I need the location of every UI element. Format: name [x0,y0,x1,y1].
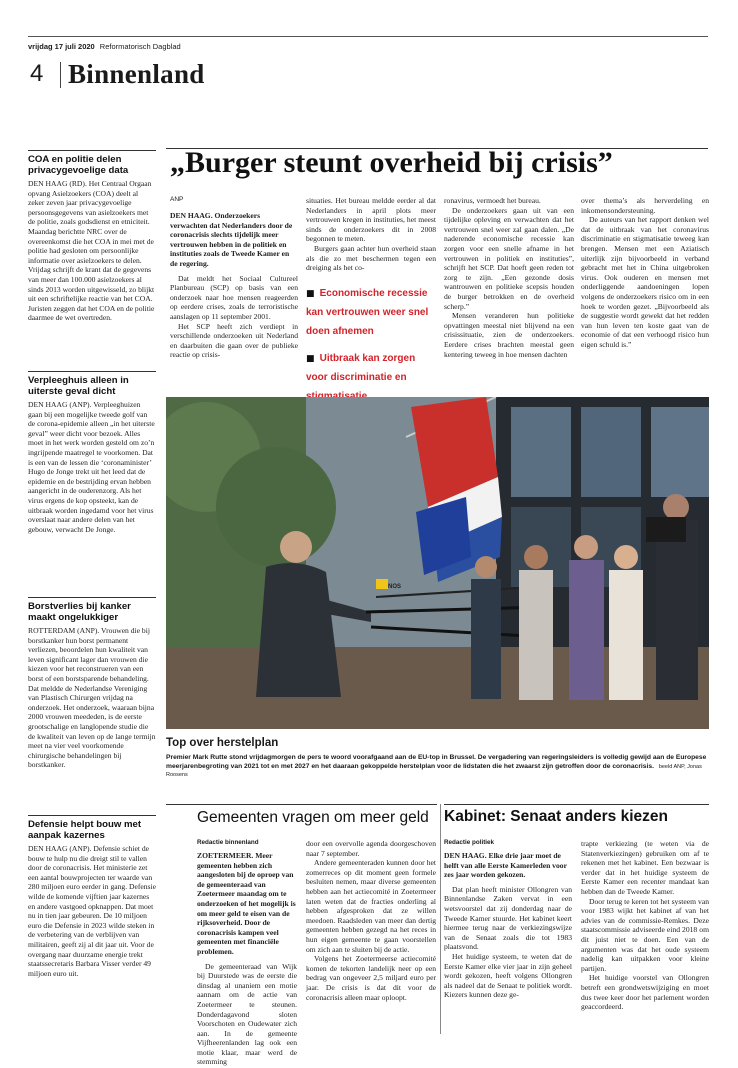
article-paragraph: Het huidige voorstel van Ollongren betreft een grondwetswijziging en moet dus twee keer door het parlement worden geaccordeerd. [581,973,709,1012]
article-paragraph: door een overvolle agenda doorgeschoven naar 7 september. [306,839,436,858]
article-senaat-column-1 [444,839,572,1000]
main-lead: DEN HAAG. Onderzoekers verwachten dat Nederlanders door de coronacrisis slechts tijdelijk meer vertrouwen hebben in de politiek en instituties zoals de Tweede Kamer en de regering. [170,211,293,268]
article-gemeenten-headline: Gemeenten vragen om meer geld [197,809,429,826]
main-paragraph: De auteurs van het rapport denken wel dat de uitbraak van het coronavirus discriminatie en stigmatisatie teweeg kan brengen. Mensen met een Aziatisch uiterlijk zijn bijvoorbeeld in verband gebracht met het in China uitgebroken virus. Ook ouderen en mensen met onderliggende aandoeningen lopen volgens de onderzoekers risico om in een hoek te worden gezet. „Bijvoorbeeld als de suggestie wordt gewekt dat het redden van hun leven ten koste gaat van de economie of dat een verhoogd risico hun eigen schuld is.” [581,215,709,349]
masthead-dateline [28,42,181,51]
article-author: Redactie binnenland [197,839,259,846]
masthead-top-rule [28,36,708,37]
article-paragraph: Volgens het Zoetermeerse actiecomité komen de tekorten landelijk neer op een bedrag van ongeveer 2,5 miljard euro per jaar. De crisis is dat dit voor de coronacrisis alleen maar oploopt. [306,954,436,1002]
sidebar-article-title: Defensie helpt bouw met aanpak kazernes [28,819,142,841]
main-paragraph: situaties. Het bureau meldde eerder al dat Nederlanders in april plots meer vertrouwen kregen in instituties, het meest sinds de onderzoekers dit in 2008 begonnen te meten. [306,196,436,244]
main-paragraph: Het SCP heeft zich verdiept in verschillende onderzoeken uit Nederland en daarbuiten die gaan over de publieke reactie op crisis- [170,321,298,360]
main-byline: ANP [170,196,184,203]
sidebar-article-title: Borstverlies bij kanker maakt ongelukkiger [28,601,131,623]
main-paragraph: Burgers gaan achter hun overheid staan als die zo met beschermen tegen een dreiging als het co- [306,243,436,273]
page-number: 4 [30,60,44,87]
main-article-column-1 [170,196,298,360]
sidebar-article [28,815,156,1040]
pullquote [306,346,436,403]
pullquote-text: Uitbraak kan zorgen voor discriminatie en [306,352,416,383]
article-paragraph: De gemeenteraad van Wijk bij Duurstede was de eerste die dinsdag al unaniem een motie aannam om de actie van Zoetermeer te steunen. Donderdagavond sloten Voorschoten en Oudewater zich aan. In de gemeente Vijfheerenlanden lag ook een motie klaar, maar werd de stemming [197,961,297,1067]
main-paragraph: Mensen veranderen hun politieke opvattingen meestal niet blijvend na een crisissituatie, zien de onderzoekers. Eerdere crises brachten meestal geen kentering teweeg in hoe mensen dachten [444,311,574,359]
sidebar-article-body: DEN HAAG (ANP). Defensie schiet de bouw te hulp nu die dreigt stil te vallen door de coronacrisis. Het ministerie zet een aantal bouwprojecten ter waarde van 280 miljoen euro eerder in gang. Defensie wilde de komende vijftien jaar kazernes en andere vastgoed opknappen. Dat moet nu in tien jaar gebeuren. De 10 miljoen euro die Defensie in 2023 wilde steken in de verbetering van de verblijven van militairen, geeft zij al dit jaar uit. Voor de overgang naar duurzame energie trekt staatssecretaris Barbara Visser verder 49 miljoen euro uit. [28,844,156,978]
main-paragraph: De onderzoekers gaan uit van een tijdelijke opleving en verwachten dat het vertrouwen snel weer zal gaan dalen. „De naderende economische recessie kan zorgen voor een snelle afname in het vertrouwen in politiek en instituties”, schrijft het SCP. Dat hoeft geen reden tot zorg te zijn. „Een gezonde dosis wantrouwen en politieke scepsis houden de burger betrokken en de overheid scherp.” [444,205,574,311]
article-author: Redactie politiek [444,839,495,846]
article-paragraph: Dat plan heeft minister Ollongren van Binnenlandse Zaken vervat in een wetsvoorstel dat zij donderdag naar de Tweede Kamer stuurde. Het kabinet keert hiermee terug naar de verkiezingswijze van de Senaat zoals die tot 1983 plaatsvond. [444,884,572,952]
news-photo-illustration [166,397,709,729]
masthead-date: vrijdag 17 juli 2020 [28,42,95,51]
pullquote [306,281,436,338]
main-article-column-2 [306,196,436,403]
article-paragraph: Andere gemeenteraden kunnen door het zomerreces op dit moment geen formele besluiten nemen, maar diverse gemeenten hebben aan het actiecomité in Zoetermeer laten weten dat de fracties onderling al hebben afgesproken dat ze willen meedoen. Raadsleden van meer dan dertig gemeenten hebben gezegd na het reces in hun eigen gemeente te gaan voorstellen om zich aan te sluiten bij de actie. [306,858,436,954]
sidebar-article-title: Verpleeghuis alleen in uiterste geval dicht [28,375,129,397]
microphone-sign: NOS [388,584,402,590]
photo-credit: beeld ANP, Jonas Roosens [166,763,702,779]
masthead-divider [60,62,61,88]
sidebar-article-title: COA en politie delen privacygevoelige data [28,154,129,176]
masthead-paper: Reformatorisch Dagblad [99,42,181,51]
photo-caption-block [166,754,709,780]
main-paragraph: Dat meldt het Sociaal Cultureel Planbureau (SCP) op basis van een onderzoek naar hoe mensen reageerden op eerdere crises, zoals de terroristische aanslagen op 11 september 2001. [170,273,298,321]
article-lead: DEN HAAG. Elke drie jaar moet de helft van alle Eerste Kamerleden voor zes jaar worden gekozen. [444,851,567,880]
news-photo [166,397,709,729]
pullquote-bullet-icon: ■ [306,353,315,364]
article-top-rule [166,804,437,805]
pullquote-text: Economische recessie kan vertrouwen weer snel doen afnemen [306,287,429,337]
article-top-rule [444,804,709,805]
article-paragraph: Het huidige systeem, te weten dat de Eerste Kamer elke vier jaar in zijn geheel wordt gekozen, heeft volgens Ollongren als nadeel dat de Senaat te politiek wordt. Kiezers kunnen deze ge- [444,951,572,1000]
column-divider [440,804,441,1034]
main-article-column-4 [581,196,709,350]
main-article-column-3 [444,196,574,359]
pullquote-bullet-icon: ■ [306,288,315,299]
article-paragraph: trapte verkiezing (te weten via de Statenverkiezingen) gebruiken om af te rekenen met het kabinet. Een bezwaar is verder dat in het huidige systeem de Eerste Kamer een recenter mandaat kan hebben dan de Tweede Kamer. [581,839,709,896]
article-senaat-column-2 [581,839,709,1012]
sidebar-article-body: DEN HAAG (RD). Het Centraal Orgaan opvang Asielzoekers (COA) deelt al zeker zeven jaar privacygevoelige persoonsgegevens van asielzoekers met de politie, zoals godsdienst en etniciteit. Maandag berichtte NRC over de overeenkomst die het COA in mei met de politie had gesloten om persoonlijke informatie over asielzoekers te delen. Vrijdag schrijft de krant dat de gegevens van meer dan 100.000 asielzoekers al sinds 2013 worden uitgewisseld, zo blijkt uit een schriftelijke reactie van het COA. Juristen zeggen dat het COA en de politie daarmee de wet overtreden. [28,179,155,323]
photo-caption: Premier Mark Rutte stond vrijdagmorgen de pers te woord voorafgaand aan de EU-top in Brussel. De vergadering van regeringsleiders is volledig gewijd aan de Europese meerjarenbegroting van 2021 tot en met 2027 en het daaraan gekoppelde herstelplan voor de lidstaten die het zwaarst zijn getroffen door de coronacrisis. [166,754,707,770]
article-senaat-headline: Kabinet: Senaat anders kiezen [444,808,668,825]
sidebar-article-body: DEN HAAG (ANP). Verpleeghuizen gaan bij een mogelijke tweede golf van de corona-epidemie alleen „in het uiterste geval” weer dicht voor bezoek. Alles moet in het werk worden gesteld om zo’n ingrijpende maatregel te voorkomen. Dat is een van de lessen die ‘coronaminister’ Hugo de Jonge trekt uit het leed dat de epidemie en de bestrijding ervan hebben aangericht in de ouderenzorg. Als het virus ergens de kop opsteekt, kan de uitbraak worden ingedamd voor het virus overslaat naar andere delen van het gebouw, verwacht De Jonge. [28,400,155,534]
article-gemeenten-column-2 [306,839,436,1002]
main-paragraph: ronavirus, vermoedt het bureau. [444,196,541,205]
photo-headline: Top over herstelplan [166,737,279,749]
main-headline: „Burger steunt overheid bij crisis” [170,146,613,179]
sidebar-article [28,371,156,603]
sidebar-article [28,150,156,338]
article-lead: ZOETERMEER. Meer gemeenten hebben zich aangesloten bij de oproep van de gemeenteraad van Zoetermeer maandag om te onderzoeken of het mogelijk is om meer geld te eisen van de rijksoverheid. Door de coronacrisis kampen veel gemeenten met financiële problemen. [197,851,296,956]
sidebar-article-body: ROTTERDAM (ANP). Vrouwen die bij borstkanker hun borst permanent verliezen, beoordelen hun kwaliteit van leven significant lager dan vrouwen die kiezen voor het reconstrueren van een borst of een borstsparende behandeling. Dat meldde de Nederlandse Vereniging van Plastisch Chirurgen vrijdag na onderzoek. Het onderzoek, waaraan bijna 2000 vrouwen meededen, is de eerste grootschalige en langlopende studie die de kwaliteit van leven op de lange termijn meet na vier veel voorkomende chirurgische behandelingen bij borstkanker. [28,626,156,770]
main-paragraph: over thema’s als herverdeling en inkomensondersteuning. [581,196,709,215]
section-title: Binnenland [68,59,205,89]
article-paragraph: Door terug te keren tot het systeem van voor 1983 wijkt het kabinet af van het advies van de commissie-Remkes. Deze staatscommissie adviseerde eind 2018 om dit juist niet te doen. Een van de argumenten was dat het oude systeem nadelig kan uitpakken voor kleine partijen. [581,896,709,973]
sidebar-article [28,597,156,812]
article-gemeenten-column-1 [197,839,297,1067]
